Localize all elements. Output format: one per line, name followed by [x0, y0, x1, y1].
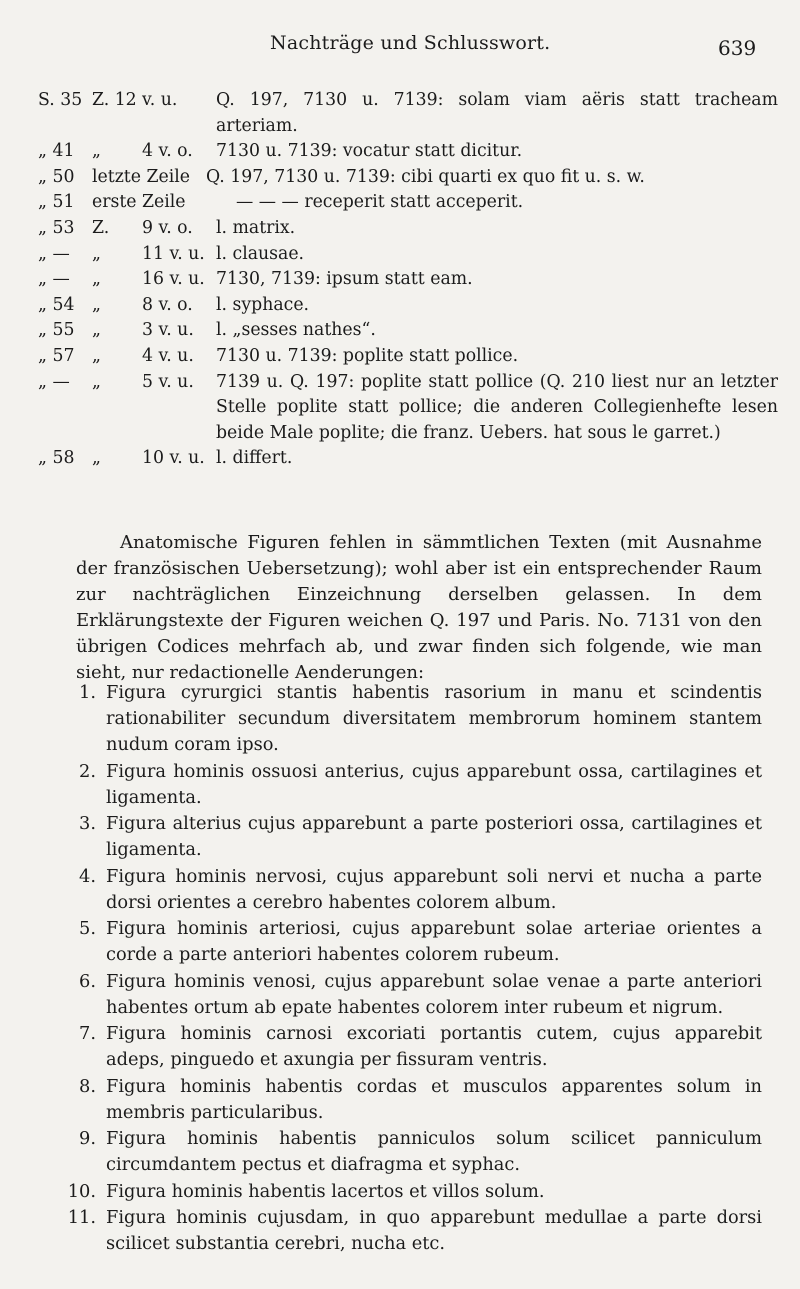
- figure-list: [56, 680, 762, 1258]
- errata-line: „: [92, 345, 101, 366]
- errata-page: „ 57: [38, 345, 75, 366]
- errata-position: 10 v. u.: [142, 448, 205, 469]
- errata-position: 4 v. u.: [142, 345, 194, 366]
- errata-list: [38, 88, 778, 472]
- figure-number: 8.: [79, 1075, 96, 1097]
- figure-text: Figura hominis habentis cordas et musculos apparentes solum in membris particularibus.: [106, 1075, 762, 1123]
- figure-item: [56, 1126, 762, 1178]
- errata-row: [38, 446, 778, 472]
- errata-row: [38, 344, 778, 370]
- figure-text: Figura cyrurgici stantis habentis rasorium in manu et scindentis rationabiliter secundum diversitatem membrorum hominem stantem nudum coram ipso.: [106, 682, 762, 755]
- errata-text: 7130 u. 7139: poplite statt pollice.: [216, 345, 519, 366]
- errata-line: „: [92, 243, 101, 264]
- figure-number: 1.: [79, 682, 96, 703]
- errata-text: l. matrix.: [216, 217, 296, 238]
- errata-line: „: [92, 371, 101, 392]
- errata-position: v. u.: [142, 90, 178, 110]
- errata-line: „: [92, 269, 101, 290]
- errata-row: [38, 370, 778, 447]
- errata-page: „ 54: [38, 294, 75, 315]
- figure-number: 9.: [79, 1128, 96, 1149]
- figure-number: 4.: [79, 865, 96, 887]
- errata-page: „ 50: [38, 166, 75, 187]
- errata-position: 11 v. u.: [142, 243, 205, 264]
- errata-page: „ 53: [38, 217, 75, 238]
- body-paragraph: Anatomische Figuren fehlen in sämmtlichen Texten (mit Ausnahme der französischen Uebersetzung); wohl aber ist ein entsprechender Raum zur nachträglichen Einzeichnung derselben gelassen. In dem Erklärungstexte der Figuren weichen Q. 197 und Paris. No. 7131 von den übrigen Codices mehrfach ab, und zwar finden sich folgende, wie man sieht, nur redactionelle Aenderungen:: [76, 532, 762, 683]
- errata-line: Z. 12: [92, 90, 137, 110]
- figure-text: Figura alterius cujus apparebunt a parte posteriori ossa, cartilagines et ligamenta.: [106, 813, 762, 860]
- errata-page: „ —: [38, 243, 70, 264]
- figure-item: [56, 864, 762, 916]
- figure-item: [56, 1205, 762, 1257]
- errata-row: [38, 293, 778, 319]
- errata-page: „ —: [38, 371, 70, 392]
- errata-position: 4 v. o.: [142, 141, 193, 162]
- errata-page: „ 55: [38, 320, 75, 341]
- errata-row: [38, 139, 778, 165]
- figure-number: 11.: [67, 1207, 96, 1228]
- errata-page: S. 35: [38, 90, 83, 110]
- errata-row: [38, 267, 778, 293]
- figure-text: Figura hominis habentis lacertos et villos solum.: [106, 1180, 545, 1202]
- figure-number: 2.: [79, 760, 96, 782]
- errata-row: [38, 318, 778, 344]
- errata-text: l. differt.: [216, 448, 293, 469]
- figure-item: [56, 680, 762, 758]
- errata-text: Q. 197, 7130 u. 7139: cibi quarti ex quo fit u. s. w.: [206, 166, 645, 187]
- figure-number: 6.: [79, 970, 96, 992]
- errata-line: „: [92, 448, 101, 469]
- errata-line: „: [92, 294, 101, 315]
- errata-position: 9 v. o.: [142, 217, 193, 238]
- figure-item: [56, 1074, 762, 1126]
- errata-text: l. syphace.: [216, 294, 310, 315]
- figure-text: Figura hominis arteriosi, cujus apparebunt solae arteriae orientes a corde a parte anteriori habentes colorem rubeum.: [106, 918, 762, 965]
- errata-row: [38, 242, 778, 268]
- figure-number: 3.: [79, 813, 96, 834]
- errata-line: Z.: [92, 217, 110, 238]
- figure-number: 7.: [79, 1023, 96, 1044]
- figure-text: Figura hominis nervosi, cujus apparebunt soli nervi et nucha a parte dorsi orientes a cerebro habentes colorem album.: [106, 865, 762, 913]
- figure-number: 10.: [67, 1180, 96, 1202]
- errata-line: letzte Zeile: [92, 166, 190, 187]
- errata-position: 8 v. o.: [142, 294, 193, 315]
- errata-line: „: [92, 141, 101, 162]
- figure-text: Figura hominis carnosi excoriati portantis cutem, cujus apparebit adeps, pinguedo et axungia per fissuram ventris.: [106, 1023, 762, 1070]
- figure-item: [56, 811, 762, 863]
- errata-position: 3 v. u.: [142, 320, 194, 341]
- errata-text: 7130, 7139: ipsum statt eam.: [216, 269, 473, 290]
- errata-page: „ 51: [38, 192, 75, 213]
- figure-item: [56, 1179, 762, 1205]
- errata-row: [38, 165, 778, 191]
- page-number: 639: [718, 36, 757, 60]
- figure-item: [56, 759, 762, 811]
- figure-text: Figura hominis habentis panniculos solum scilicet panniculum circumdantem pectus et diafragma et syphac.: [106, 1128, 762, 1175]
- errata-text: l. clausae.: [216, 243, 305, 264]
- errata-position: 16 v. u.: [142, 269, 205, 290]
- errata-page: „ —: [38, 269, 70, 290]
- errata-text: 7139 u. Q. 197: poplite statt pollice (Q. 210 liest nur an letzter Stelle poplite statt pollice; die anderen Collegienhefte lesen beide Male poplite; die franz. Uebers. hat sous le garret.): [216, 371, 778, 443]
- figure-text: Figura hominis ossuosi anterius, cujus apparebunt ossa, cartilagines et ligamenta.: [106, 760, 762, 808]
- errata-page: „ 58: [38, 448, 75, 469]
- errata-text: — — — receperit statt acceperit.: [236, 192, 524, 213]
- errata-row: [38, 190, 778, 216]
- errata-line: erste Zeile: [92, 192, 186, 213]
- errata-text: Q. 197, 7130 u. 7139: solam viam aëris statt tracheam arteriam.: [216, 90, 778, 136]
- errata-line: „: [92, 320, 101, 341]
- figure-item: [56, 916, 762, 968]
- errata-row: [38, 88, 778, 139]
- figure-text: Figura hominis venosi, cujus apparebunt solae venae a parte anteriori habentes ortum ab epate habentes colorem inter rubeum et nigrum.: [106, 970, 762, 1018]
- errata-page: „ 41: [38, 141, 75, 162]
- running-title: Nachträge und Schlusswort.: [270, 32, 551, 54]
- errata-text: l. „sesses nathes“.: [216, 320, 376, 341]
- figure-number: 5.: [79, 918, 96, 939]
- figure-item: [56, 969, 762, 1021]
- errata-row: [38, 216, 778, 242]
- page-header: [0, 30, 800, 60]
- errata-position: 5 v. u.: [142, 371, 194, 392]
- figure-item: [56, 1021, 762, 1073]
- figure-text: Figura hominis cujusdam, in quo apparebunt medullae a parte dorsi scilicet substantia cerebri, nucha etc.: [106, 1207, 762, 1254]
- errata-text: 7130 u. 7139: vocatur statt dicitur.: [216, 141, 523, 162]
